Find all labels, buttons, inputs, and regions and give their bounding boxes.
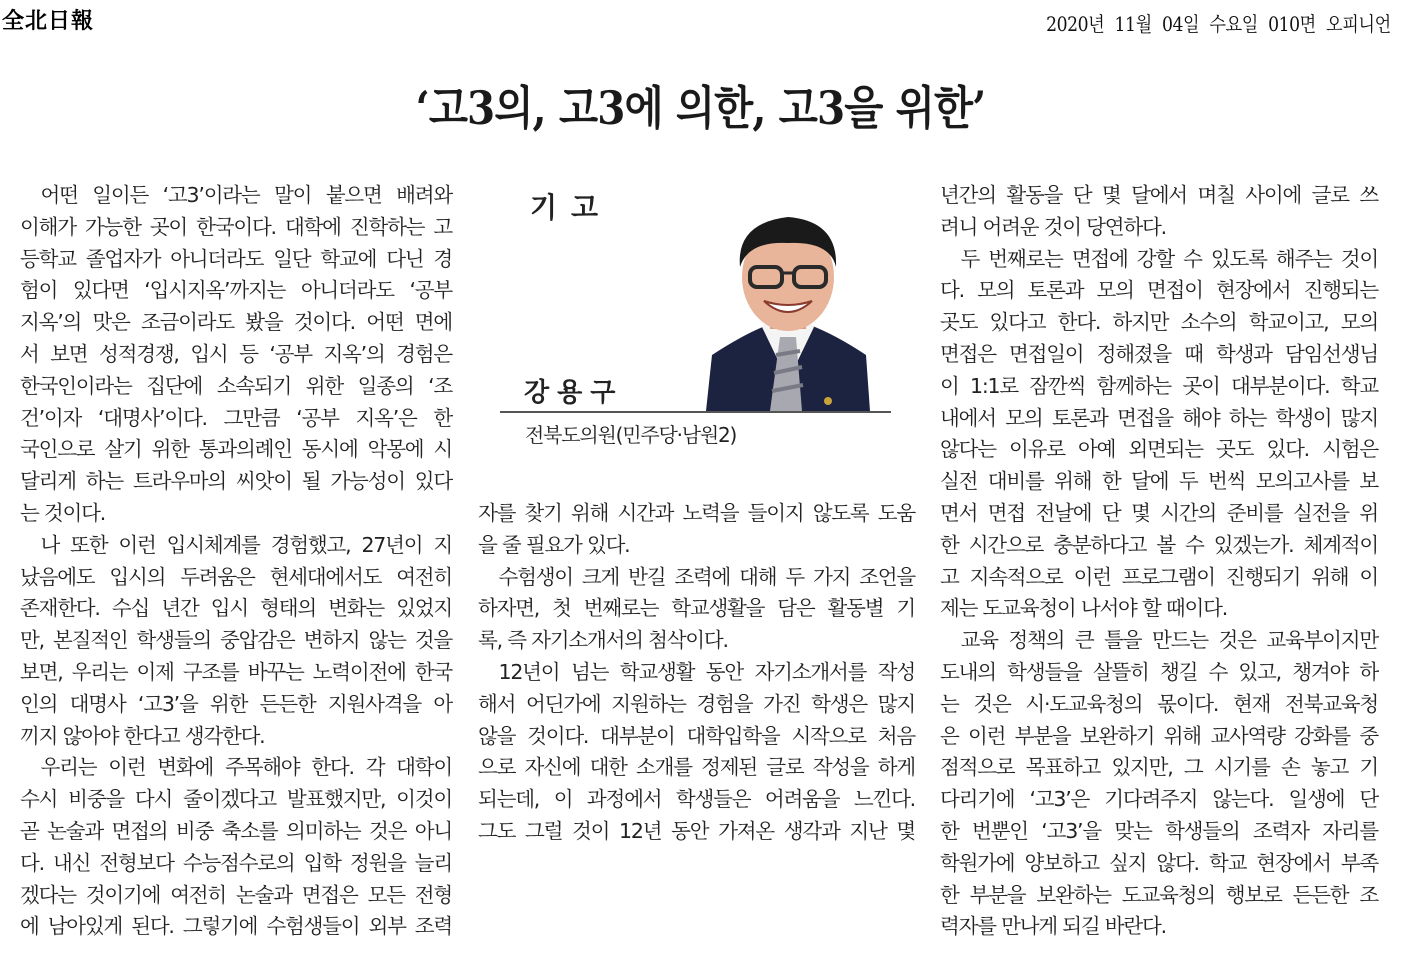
author-name: 강용구 — [524, 378, 624, 408]
article-text-line: 면서 면접 전날에 단 몇 시간의 준비를 실전을 위 — [940, 500, 1378, 525]
article-text-line: 한 번뿐인 ‘고3’을 맞는 학생들의 조력자 자리를 — [940, 818, 1378, 843]
article-text-line: 다. 내신 전형보다 수능점수로의 입학 정원을 늘리 — [20, 850, 452, 875]
article-text-line: 다. 모의 토론과 모의 면접이 현장에서 진행되는 — [940, 278, 1378, 303]
article-text-line: 두 번째로는 면접에 강할 수 있도록 해주는 것이 — [960, 246, 1378, 271]
article-text-line: 되는데, 이 과정에서 학생들은 어려움을 느낀다. — [478, 787, 915, 812]
article-text-line: 인의 대명사 ‘고3’을 위한 든든한 지원사격을 아 — [20, 691, 452, 716]
article-column-2 — [478, 498, 915, 848]
article-text-line: 는 것은 시·도교육청의 몫이다. 현재 전북교육청 — [940, 691, 1378, 716]
article-text-line: 한 부분을 보완하는 도교육청의 행보로 든든한 조 — [940, 882, 1378, 907]
article-text-line: 이해가 가능한 곳이 한국이다. 대학에 진학하는 고 — [20, 214, 452, 239]
article-text-line: 수험생이 크게 반길 조력에 대해 두 가지 조언을 — [498, 564, 915, 589]
article-text-line: 을 줄 필요가 있다. — [478, 532, 630, 557]
article-headline: ‘고3의, 고3에 의한, 고3을 위한’ — [415, 81, 986, 135]
article-text-line: 이 1:1로 잠깐씩 함께하는 곳이 대부분이다. 학교 — [940, 373, 1378, 398]
article-text-line: 나 또한 이런 입시체계를 경험했고, 27년이 지 — [40, 532, 452, 557]
article-text-line: 년간의 활동을 단 몇 달에서 며칠 사이에 글로 쓰 — [940, 183, 1378, 207]
article-text-line: 달리게 하는 트라우마의 씨앗이 될 가능성이 있다 — [20, 469, 452, 494]
article-text-line: 서 보면 성적경쟁, 입시 등 ‘공부 지옥’의 경험은 — [20, 341, 452, 366]
article-text-line: 어떤 일이든 ‘고3’이라는 말이 붙으면 배려와 — [40, 183, 452, 207]
article-text-line: 한국인이라는 집단에 소속되기 위한 일종의 ‘조 — [20, 373, 452, 398]
article-text-line: 곳도 있다고 한다. 하지만 소수의 학교이고, 모의 — [940, 310, 1378, 335]
article-text-line: 실전 대비를 위해 한 달에 두 번씩 모의고사를 보 — [940, 469, 1378, 494]
article-text-line: 려니 어려운 것이 당연하다. — [940, 214, 1166, 239]
dateline: 2020년 11월 04일 수요일 010면 오피니언 — [1046, 12, 1391, 36]
byline-divider — [500, 411, 891, 413]
article-text-line: 그도 그럴 것이 12년 동안 가져온 생각과 지난 몇 — [478, 818, 915, 843]
author-affiliation: 전북도의원(민주당·남원2) — [525, 423, 737, 447]
article-column-3 — [940, 180, 1378, 943]
article-text-line: 제는 도교육청이 나서야 할 때이다. — [940, 596, 1228, 621]
article-text-line: 점적으로 목표하고 있지만, 그 시기를 손 놓고 기 — [940, 755, 1378, 780]
author-portrait — [706, 205, 870, 411]
article-text-line: 끼지 않아야 한다고 생각한다. — [20, 723, 265, 748]
article-text-line: 해서 어딘가에 지원하는 경험을 가진 학생은 많지 — [478, 691, 915, 716]
article-text-line: 학원가에 양보하고 싶지 않다. 학교 현장에서 부족 — [940, 850, 1378, 875]
article-text-line: 다리기에 ‘고3’은 기다려주지 않는다. 일생에 단 — [940, 787, 1378, 812]
article-text-line: 우리는 이런 변화에 주목해야 한다. 각 대학이 — [40, 755, 452, 780]
article-text-line: 건’이자 ‘대명사’이다. 그만큼 ‘공부 지옥’은 한 — [20, 405, 452, 430]
article-text-line: 는 것이다. — [20, 500, 106, 525]
article-text-line: 났음에도 입시의 두려움은 현세대에서도 여전히 — [20, 564, 452, 589]
section-label: 기고 — [530, 191, 613, 224]
article-text-line: 보면, 우리는 이제 구조를 바꾸는 노력이전에 한국 — [20, 659, 452, 684]
article-text-line: 등학교 졸업자가 아니더라도 일단 학교에 다닌 경 — [20, 246, 452, 271]
newspaper-logo: 全北日報 — [2, 9, 95, 34]
author-portrait-icon — [706, 205, 870, 411]
article-text-line: 은 이런 부분을 보완하기 위해 교사역량 강화를 중 — [940, 723, 1378, 748]
article-text-line: 존재한다. 수십 년간 입시 형태의 변화는 있었지 — [20, 596, 452, 621]
article-text-line: 고 지속적으로 이런 프로그램이 진행되기 위해 이 — [940, 564, 1378, 589]
article-text-line: 자를 찾기 위해 시간과 노력을 들이지 않도록 도움 — [478, 501, 915, 525]
article-text-line: 교육 정책의 큰 틀을 만드는 것은 교육부이지만 — [960, 628, 1378, 653]
article-text-line: 내에서 모의 토론과 면접을 해야 하는 학생이 많지 — [940, 405, 1378, 430]
article-text-line: 12년이 넘는 학교생활 동안 자기소개서를 작성 — [498, 659, 915, 684]
article-text-line: 한 시간으로 충분하다고 볼 수 있겠는가. 체계적이 — [940, 532, 1378, 557]
article-text-line: 않을 것이다. 대부분이 대학입학을 시작으로 처음 — [478, 723, 915, 748]
article-text-line: 지옥’의 맛은 조금이라도 봤을 것이다. 어떤 면에 — [20, 310, 452, 335]
article-text-line: 만, 본질적인 학생들의 중압감은 변하지 않는 것을 — [20, 628, 452, 653]
article-text-line: 하자면, 첫 번째로는 학교생활을 담은 활동별 기 — [478, 596, 915, 621]
article-text-line: 록, 즉 자기소개서의 첨삭이다. — [478, 628, 728, 653]
article-text-line: 겠다는 것이기에 여전히 논술과 면접은 모든 전형 — [20, 882, 452, 907]
article-text-line: 면접은 면접일이 정해졌을 때 학생과 담임선생님 — [940, 341, 1378, 366]
article-text-line: 험이 있다면 ‘입시지옥’까지는 아니더라도 ‘공부 — [20, 278, 452, 303]
article-text-line: 수시 비중을 다시 줄이겠다고 발표했지만, 이것이 — [20, 787, 452, 812]
article-column-1 — [20, 180, 452, 943]
article-text-line: 으로 자신에 대한 소개를 정제된 글로 작성을 하게 — [478, 755, 915, 780]
article-text-line: 않다는 이유로 아예 외면되는 곳도 있다. 시험은 — [940, 437, 1378, 462]
article-text-line: 곧 논술과 면접의 비중 축소를 의미하는 것은 아니 — [20, 818, 452, 843]
article-text-line: 에 남아있게 된다. 그렇기에 수험생들이 외부 조력 — [20, 914, 452, 939]
article-text-line: 도내의 학생들을 살뜰히 챙길 수 있고, 챙겨야 하 — [940, 659, 1378, 684]
article-text-line: 력자를 만나게 되길 바란다. — [940, 914, 1166, 939]
article-text-line: 국인으로 살기 위한 통과의례인 동시에 악몽에 시 — [20, 437, 452, 462]
